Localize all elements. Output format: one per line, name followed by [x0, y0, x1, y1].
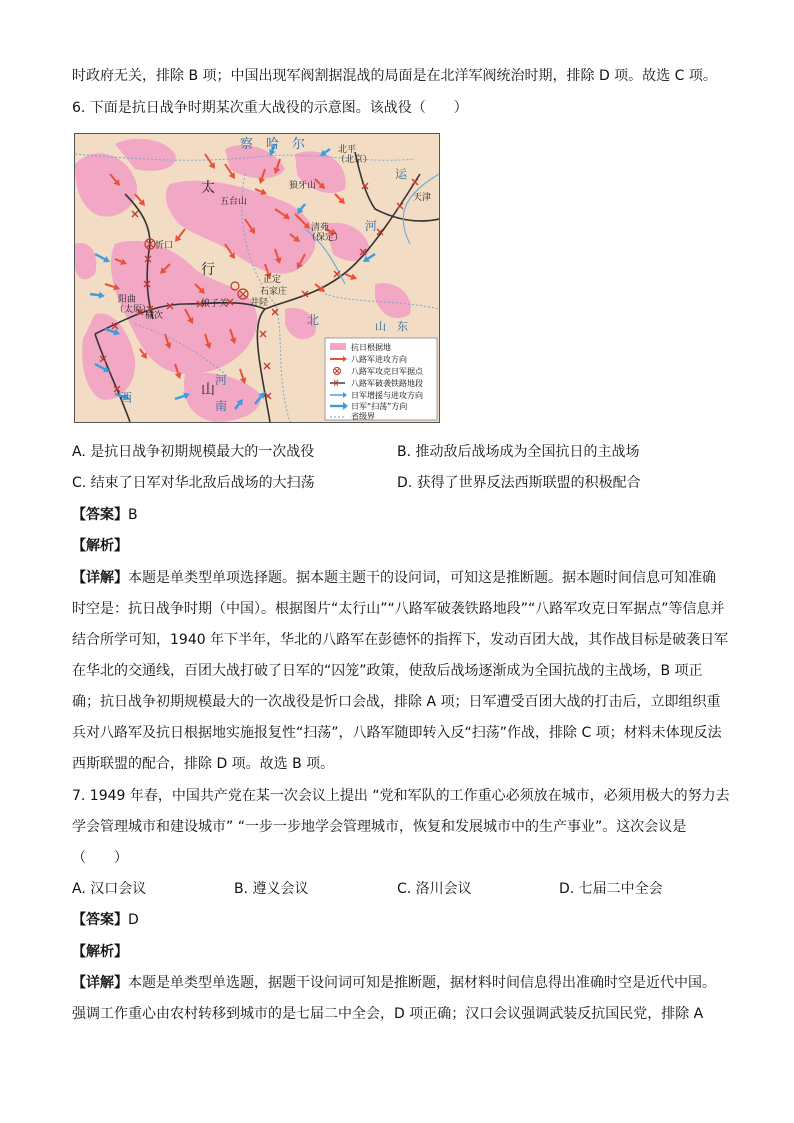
label-tianjin: 天津: [413, 193, 432, 203]
question-7-line-1: 7. 1949 年春，中国共产党在某一次会议上提出 “党和军队的工作重心必须放在城市，必须用极大的努力去: [72, 788, 730, 804]
answer-tag: 【答案】: [72, 912, 128, 928]
attack-arrow: [179, 229, 185, 237]
legend-border: 省级界: [351, 412, 375, 421]
label-yun: 运: [395, 167, 408, 181]
label-chahar: 察 哈 尔: [240, 137, 306, 152]
battle-map-svg: [75, 134, 439, 422]
label-nan: 南: [215, 399, 228, 413]
option-6c: C. 结束了日军对华北敌后战场的大扫荡: [72, 475, 315, 491]
label-jingxing: 井陉: [250, 298, 269, 308]
legend-base: 抗日根据地: [351, 343, 391, 352]
detail-7-line-1: [72, 973, 716, 993]
attack-arrow: [345, 274, 351, 277]
detail-6-line-1: [72, 568, 716, 588]
detail-6-line-4: 在华北的交通线，百团大战打破了日军的“囚笼”政策，使敌后战场逐渐成为全国抗战的主战场，B 项正: [72, 663, 703, 679]
battle-map: [74, 133, 440, 423]
label-qingyuan: 清苑: [311, 223, 330, 233]
rail-break-mark: [260, 331, 266, 337]
attack-arrow: [240, 369, 243, 378]
map-legend: [325, 338, 437, 421]
label-yangqu: 阳曲: [118, 295, 137, 305]
rail-break-mark: [412, 179, 418, 185]
label-heri: 河: [365, 219, 378, 233]
attack-arrow: [205, 154, 212, 164]
sweep-arrow: [90, 294, 99, 295]
legend-capture: 八路军攻克日军据点: [351, 367, 423, 376]
legend-sweep: 日军“扫荡”方向: [351, 402, 408, 411]
answer-value: B: [128, 507, 138, 523]
sweep-arrow-head: [99, 292, 105, 299]
legend-sabotage: 八路军破袭铁路地段: [351, 379, 423, 388]
label-shijiazhuang: 石家庄: [260, 287, 288, 297]
question-7-line-3: （ ）: [72, 850, 128, 866]
label-yuci: 榆次: [145, 311, 164, 321]
rail-break-mark: [132, 211, 138, 217]
label-niangziguan: 娘子关: [201, 299, 229, 309]
attack-arrow: [105, 284, 114, 287]
label-langyashan: 狼牙山: [289, 181, 317, 191]
label-tai: 太: [201, 180, 215, 196]
answer-7: [72, 910, 139, 930]
attack-arrow: [135, 194, 141, 201]
analysis-6-heading: 【解析】: [72, 538, 128, 554]
label-he: 河: [215, 373, 228, 387]
label-beiping: 北平: [338, 145, 357, 155]
label-shan: 山: [201, 382, 215, 398]
label-qingyuan-sub: （保定）: [307, 233, 344, 243]
answer-value: D: [128, 912, 139, 928]
detail-6-line-3: 结合所学可知，1940 年下半年，华北的八路军在彭德怀的指挥下，发动百团大战，其作战目标是破袭日军: [72, 632, 729, 648]
detail-6-line-5: 确；抗日战争初期规模最大的一次战役是忻口会战，排除 A 项；日军遭受百团大战的打击后，立即组织重: [72, 694, 721, 710]
label-zhengding: 正定: [263, 275, 282, 285]
question-7-line-2: 学会管理城市和建设城市” “一步一步地学会管理城市，恢复和发展城市中的生产事业”。这次会议是: [72, 819, 687, 835]
line-prev-answer: 时政府无关，排除 B 项；中国出现军阀割据混战的局面是在北洋军阀统治时期，排除 D 项。故选 C 项。: [72, 68, 717, 84]
label-wutaishan: 五台山: [220, 197, 248, 207]
detail-6-line-6: 兵对八路军及抗日根据地实施报复性“扫荡”，八路军随即转入反“扫荡”作战，排除 C 项；材料未体现反法: [72, 725, 722, 741]
label-xi: 西: [120, 391, 133, 405]
detail-tag: 【详解】: [72, 570, 128, 586]
question-6: 6. 下面是抗日战争时期某次重大战役的示意图。该战役（ ）: [72, 100, 468, 116]
option-7d: D. 七届二中全会: [559, 881, 663, 897]
option-7a: A. 汉口会议: [72, 881, 147, 897]
label-yangqu-sub: （太原）: [115, 305, 152, 315]
legend-attack: 八路军进攻方向: [351, 355, 407, 364]
analysis-7-heading: 【解析】: [72, 944, 128, 960]
label-shandong: 山 东: [375, 320, 408, 333]
detail-text: 本题是单类型单项选择题。据本题主题干的设问词，可知这是推断题。据本题时间信息可知准确: [128, 570, 716, 586]
option-7b: B. 遵义会议: [234, 881, 309, 897]
attack-arrow: [315, 284, 320, 288]
legend-reinforce: 日军增援与进攻方向: [351, 391, 423, 400]
attack-arrow: [335, 194, 341, 200]
detail-6-line-2: 时空是：抗日战争时期（中国）。根据图片“太行山”“八路军破袭铁路地段”“八路军攻克日军据点”等信息并: [72, 601, 725, 617]
option-7c: C. 洛川会议: [397, 881, 472, 897]
option-6b: B. 推动敌后战场成为全国抗日的主战场: [397, 444, 640, 460]
option-6a: A. 是抗日战争初期规模最大的一次战役: [72, 444, 315, 460]
attack-arrow: [140, 349, 144, 354]
attack-arrow: [255, 189, 261, 192]
detail-tag: 【详解】: [72, 975, 128, 991]
answer-6: [72, 505, 138, 525]
sweep-arrow: [175, 396, 184, 399]
rail-break-mark: [334, 271, 340, 277]
label-xinkou: 忻口: [155, 241, 174, 251]
detail-text: 本题是单类型单选题，据题干设问词可知是推断题，据材料时间信息得出准确时空是近代中国。: [128, 975, 716, 991]
rail-break-mark: [264, 363, 270, 369]
detail-6-line-7: 西斯联盟的配合，排除 D 项。故选 B 项。: [72, 756, 335, 772]
label-bei: 北: [307, 313, 320, 327]
detail-7-line-2: 强调工作重心由农村转移到城市的是七届二中全会，D 项正确；汉口会议强调武装反抗国民党，排除 A: [72, 1006, 704, 1022]
sweep-arrow: [325, 149, 330, 153]
sweep-arrow: [95, 254, 105, 259]
option-6d: D. 获得了世界反法西斯联盟的积极配合: [397, 475, 641, 491]
answer-tag: 【答案】: [72, 507, 128, 523]
sweep-arrow: [368, 254, 375, 259]
label-hang: 行: [201, 262, 215, 278]
sweep-arrow: [301, 204, 305, 209]
label-beiping-sub: （北京）: [336, 155, 373, 165]
